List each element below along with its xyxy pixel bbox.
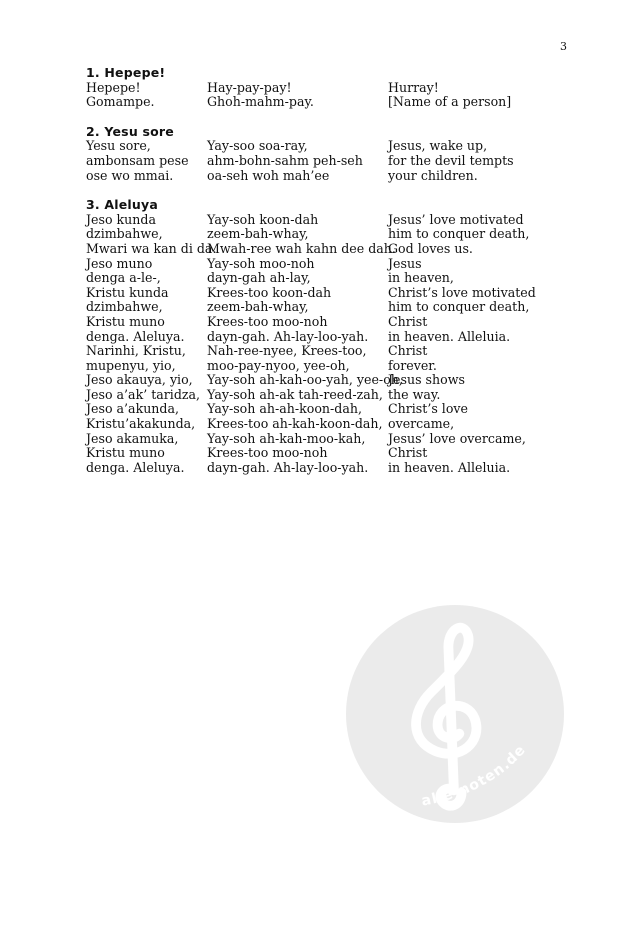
original-text: Narinhi, Kristu, — [86, 343, 186, 359]
pronunciation-text: zeem-bah-whay, — [207, 299, 309, 315]
lyrics-line — [86, 373, 566, 388]
translation-text: Jesus’ love overcame, — [388, 430, 526, 446]
pronunciation-text: Nah-ree-nyee, Krees-too, — [207, 343, 367, 359]
pronunciation-text: Yay-soh ah-kah-moo-kah, — [207, 430, 366, 446]
lyrics-document — [86, 66, 566, 490]
pronunciation-text: Ghoh-mahm-pay. — [207, 94, 314, 110]
translation-text: for the devil tempts — [388, 152, 514, 168]
original-text: Jeso muno — [86, 255, 153, 271]
translation-text: overcame, — [388, 416, 455, 432]
translation-text: God loves us. — [388, 240, 473, 256]
original-text: Hepepe! — [86, 79, 141, 95]
translation-text: Christ — [388, 313, 428, 329]
lyrics-line — [86, 300, 566, 315]
pronunciation-text: ahm-bohn-sahm peh-seh — [207, 152, 363, 168]
lyrics-line — [86, 257, 566, 272]
translation-text: forever. — [388, 357, 437, 373]
lyrics-line — [86, 402, 566, 417]
lyrics-line — [86, 344, 566, 359]
lyrics-line — [86, 139, 566, 154]
translation-text: Jesus, wake up, — [388, 138, 488, 154]
original-text: Jeso akamuka, — [86, 430, 179, 446]
translation-text: the way. — [388, 386, 441, 402]
pronunciation-text: dayn-gah ah-lay, — [207, 270, 311, 286]
lyrics-line — [86, 388, 566, 403]
lyrics-line — [86, 417, 566, 432]
lyrics-line — [86, 81, 566, 96]
lyrics-line — [86, 213, 566, 228]
original-text: ambonsam pese — [86, 152, 189, 168]
translation-text: Jesus — [388, 255, 422, 271]
original-text: denga. Aleluya. — [86, 459, 185, 475]
lyrics-section — [86, 198, 566, 475]
original-text: Kristu’akakunda, — [86, 416, 196, 432]
lyrics-line — [86, 242, 566, 257]
translation-text: Hurray! — [388, 79, 439, 95]
original-text: denga a-le-, — [86, 270, 161, 286]
translation-text: in heaven. Alleluia. — [388, 328, 511, 344]
pronunciation-text: Yay-soo soa-ray, — [207, 138, 308, 154]
original-text: denga. Aleluya. — [86, 328, 185, 344]
pronunciation-text: moo-pay-nyoo, yee-oh, — [207, 357, 350, 373]
pronunciation-text: Yay-soh ah-kah-oo-yah, yee-oh, — [207, 372, 403, 388]
section-title: 2. Yesu sore — [86, 123, 174, 139]
lyrics-section — [86, 66, 566, 110]
pronunciation-text: Yay-soh ah-ah-koon-dah, — [207, 401, 362, 417]
pronunciation-text: Krees-too koon-dah — [207, 284, 332, 300]
original-text: dzimbahwe, — [86, 226, 163, 242]
translation-text: him to conquer death, — [388, 299, 530, 315]
pronunciation-text: Hay-pay-pay! — [207, 79, 292, 95]
original-text: Kristu muno — [86, 445, 165, 461]
translation-text: in heaven, — [388, 270, 454, 286]
lyrics-line — [86, 315, 566, 330]
translation-text: your children. — [388, 167, 478, 183]
lyrics-line — [86, 432, 566, 447]
treble-clef-watermark-icon — [346, 605, 564, 823]
pronunciation-text: zeem-bah-whay, — [207, 226, 309, 242]
lyrics-line — [86, 330, 566, 345]
translation-text: him to conquer death, — [388, 226, 530, 242]
pronunciation-text: Krees-too moo-noh — [207, 445, 328, 461]
original-text: Mwari wa kan di da. — [86, 240, 217, 256]
original-text: mupenyu, yio, — [86, 357, 176, 373]
original-text: Jeso akauya, yio, — [86, 372, 193, 388]
translation-text: [Name of a person] — [388, 94, 512, 110]
translation-text: Christ — [388, 343, 428, 359]
pronunciation-text: Krees-too ah-kah-koon-dah, — [207, 416, 383, 432]
original-text: Kristu kunda — [86, 284, 169, 300]
pronunciation-text: Yay-soh koon-dah — [207, 211, 319, 227]
lyrics-line — [86, 154, 566, 169]
pronunciation-text: dayn-gah. Ah-lay-loo-yah. — [207, 328, 369, 344]
pronunciation-text: oa-seh woh mah’ee — [207, 167, 330, 183]
page-number: 3 — [560, 40, 567, 53]
lyrics-line — [86, 169, 566, 184]
section-title: 1. Hepepe! — [86, 65, 166, 80]
original-text: Jeso a’akunda, — [86, 401, 179, 417]
lyrics-line — [86, 359, 566, 374]
lyrics-line — [86, 461, 566, 476]
original-text: dzimbahwe, — [86, 299, 163, 315]
original-text: ose wo mmai. — [86, 167, 174, 183]
translation-text: Jesus’ love motivated — [388, 211, 524, 227]
lyrics-section — [86, 125, 566, 183]
pronunciation-text: Yay-soh moo-noh — [207, 255, 315, 271]
original-text: Jeso kunda — [86, 211, 156, 227]
original-text: Kristu muno — [86, 313, 165, 329]
original-text: Gomampe. — [86, 94, 155, 110]
translation-text: Jesus shows — [388, 372, 465, 388]
lyrics-line — [86, 271, 566, 286]
translation-text: in heaven. Alleluia. — [388, 459, 511, 475]
section-title: 3. Aleluya — [86, 197, 159, 213]
lyrics-line — [86, 286, 566, 301]
pronunciation-text: Krees-too moo-noh — [207, 313, 328, 329]
translation-text: Christ’s love — [388, 401, 468, 417]
original-text: Jeso a’ak’ taridza, — [86, 386, 201, 402]
original-text: Yesu sore, — [86, 138, 151, 154]
pronunciation-text: Yay-soh ah-ak tah-reed-zah, — [207, 386, 383, 402]
lyrics-line — [86, 227, 566, 242]
pronunciation-text: Mwah-ree wah kahn dee dah. — [207, 240, 396, 256]
translation-text: Christ — [388, 445, 428, 461]
pronunciation-text: dayn-gah. Ah-lay-loo-yah. — [207, 459, 369, 475]
watermark-text: alle-noten.de — [420, 741, 530, 810]
lyrics-line — [86, 95, 566, 110]
lyrics-line — [86, 446, 566, 461]
translation-text: Christ’s love motivated — [388, 284, 536, 300]
